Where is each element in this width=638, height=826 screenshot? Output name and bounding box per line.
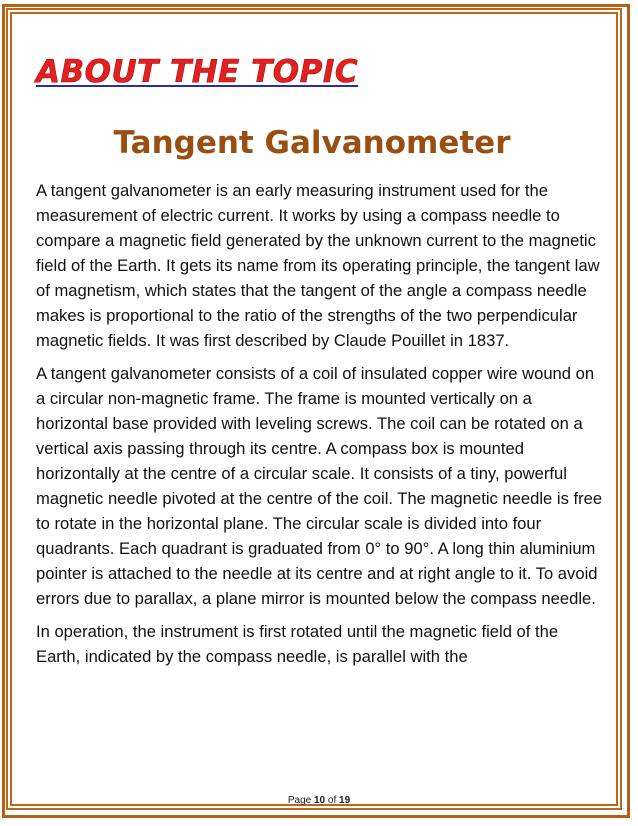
of-label: of (327, 795, 337, 806)
total-pages: 19 (339, 795, 351, 806)
section-heading: ABOUT THE TOPIC (36, 54, 359, 90)
paragraph-intro: A tangent galvanometer is an early measuring instrument used for the measurement of electric current. It works by using a compass needle to compare a magnetic field generated by the unknown current to the magnetic field of the Earth. It gets its name from its operating principle, the tangent law of magnetism, which states that the tangent of the angle a compass needle makes is proportional to the ratio of the strengths of the two perpendicular magnetic fields. It was first described by Claude Pouillet in 1837. (36, 181, 600, 350)
document-title: Tangent Galvanometer (113, 125, 511, 161)
page-label: Page (287, 795, 312, 806)
document-body (36, 50, 606, 669)
page-footer (0, 795, 638, 806)
paragraph-operation: In operation, the instrument is first rotated until the magnetic field of the Earth, indicated by the compass needle, is parallel with the (36, 622, 559, 666)
page-number: 10 (313, 795, 326, 806)
paragraph-construction: A tangent galvanometer consists of a coil of insulated copper wire wound on a circular non-magnetic frame. The frame is mounted vertically on a horizontal base provided with leveling screws. The coil can be rotated on a vertical axis passing through its centre. A compass box is mounted horizontally at the centre of a circular scale. It consists of a tiny, powerful magnetic needle pivoted at the centre of the coil. The magnetic needle is free to rotate in the horizontal plane. The circular scale is divided into four quadrants. Each quadrant is graduated from 0° to 90°. A long thin aluminium pointer is attached to the needle at its centre and at right angle to it. To avoid errors due to parallax, a plane mirror is mounted below the compass needle. (36, 364, 603, 608)
